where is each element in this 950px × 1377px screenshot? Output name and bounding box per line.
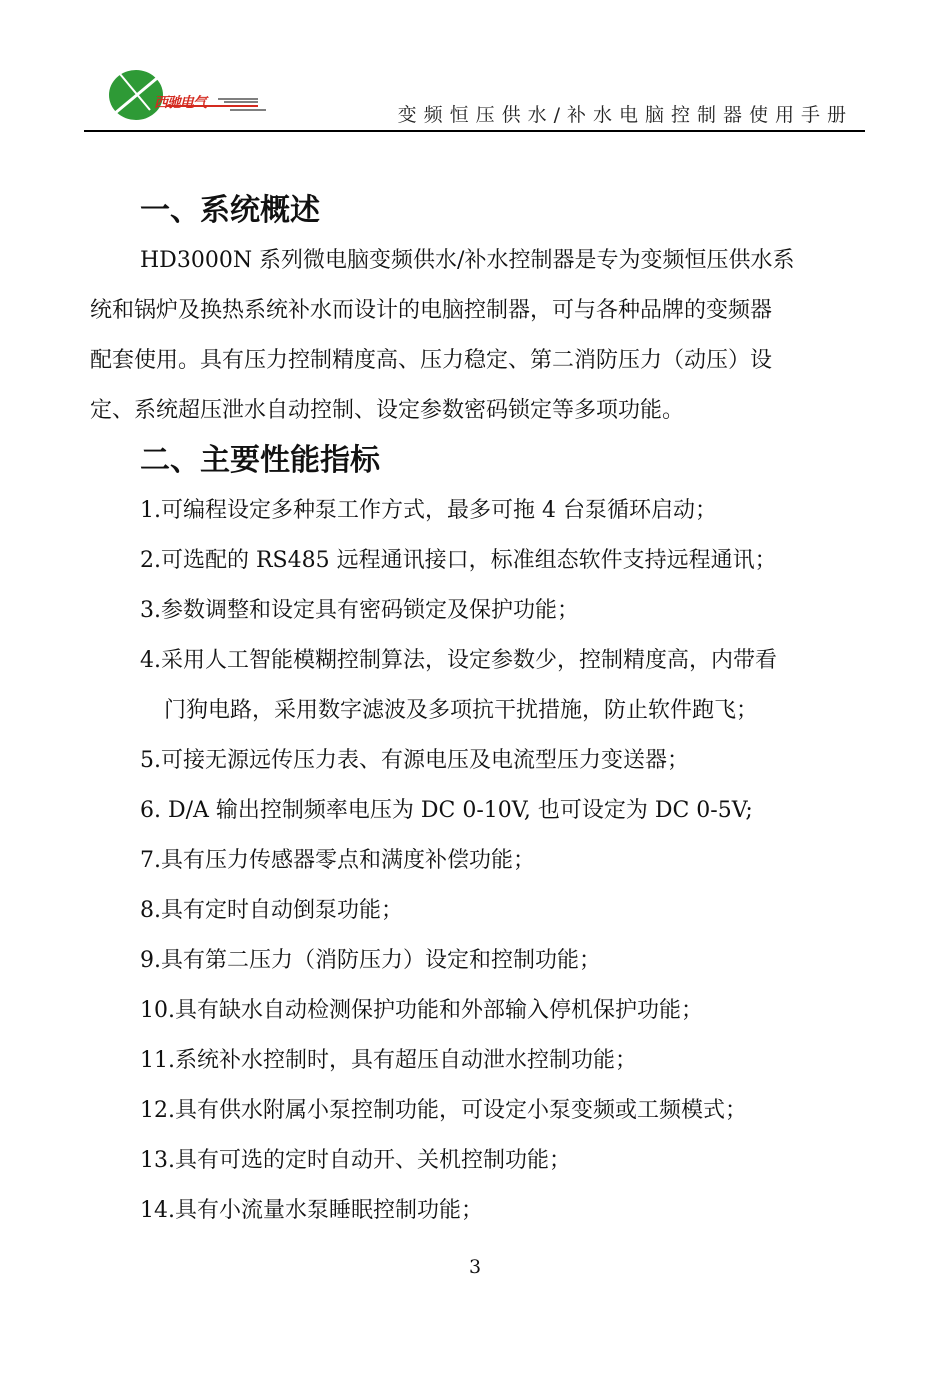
spec-item-continuation-text: 门狗电路，采用数字滤波及多项抗干扰措施，防止软件跑飞； [164,698,759,723]
spec-item: 11.系统补水控制时，具有超压自动泄水控制功能； [140,1048,637,1073]
spec-item: 8.具有定时自动倒泵功能； [140,898,403,923]
spec-item-continuation [90,686,865,736]
page-content [90,186,865,1236]
spec-item: 7.具有压力传感器零点和满度补偿功能； [140,848,535,873]
spec-item: 10.具有缺水自动检测保护功能和外部输入停机保护功能； [140,998,703,1023]
page-header [84,62,865,132]
overview-line: 定、系统超压泄水自动控制、设定参数密码锁定等多项功能。 [90,398,685,423]
spec-item: 13.具有可选的定时自动开、关机控制功能； [140,1148,571,1173]
spec-item: 5.可接无源远传压力表、有源电压及电流型压力变送器； [140,748,689,773]
spec-item: 6. D/A 输出控制频率电压为 DC 0-10V, 也可设定为 DC 0-5V; [140,798,753,823]
spec-item: 12.具有供水附属小泵控制功能，可设定小泵变频或工频模式； [140,1098,747,1123]
spec-item: 9.具有第二压力（消防压力）设定和控制功能； [140,948,601,973]
spec-item: 3.参数调整和设定具有密码锁定及保护功能； [140,598,579,623]
spec-item: 1.可编程设定多种泵工作方式，最多可拖 4 台泵循环启动； [140,498,717,523]
overview-line: 配套使用。具有压力控制精度高、压力稳定、第二消防压力（动压）设 [90,348,773,373]
spec-item: 2.可选配的 RS485 远程通讯接口，标准组态软件支持远程通讯； [140,548,777,573]
section-heading-overview: 一、系统概述 [140,193,320,228]
header-divider [84,130,865,132]
logo-text: 西驰电气 [154,95,206,111]
specs-list [90,486,865,1236]
overview-line: HD3000N 系列微电脑变频供水/补水控制器是专为变频恒压供水系 [140,248,795,273]
overview-line: 统和锅炉及换热系统补水而设计的电脑控制器，可与各种品牌的变频器 [90,298,773,323]
spec-item: 4.采用人工智能模糊控制算法，设定参数少，控制精度高，内带看 [140,648,777,673]
overview-paragraph [90,236,865,436]
page-number: 3 [468,1256,482,1278]
spec-item: 14.具有小流量水泵睡眠控制功能； [140,1198,483,1223]
section-heading-specs: 二、主要性能指标 [140,443,380,478]
manual-title: 变频恒压供水/补水电脑控制器使用手册 [397,104,853,126]
